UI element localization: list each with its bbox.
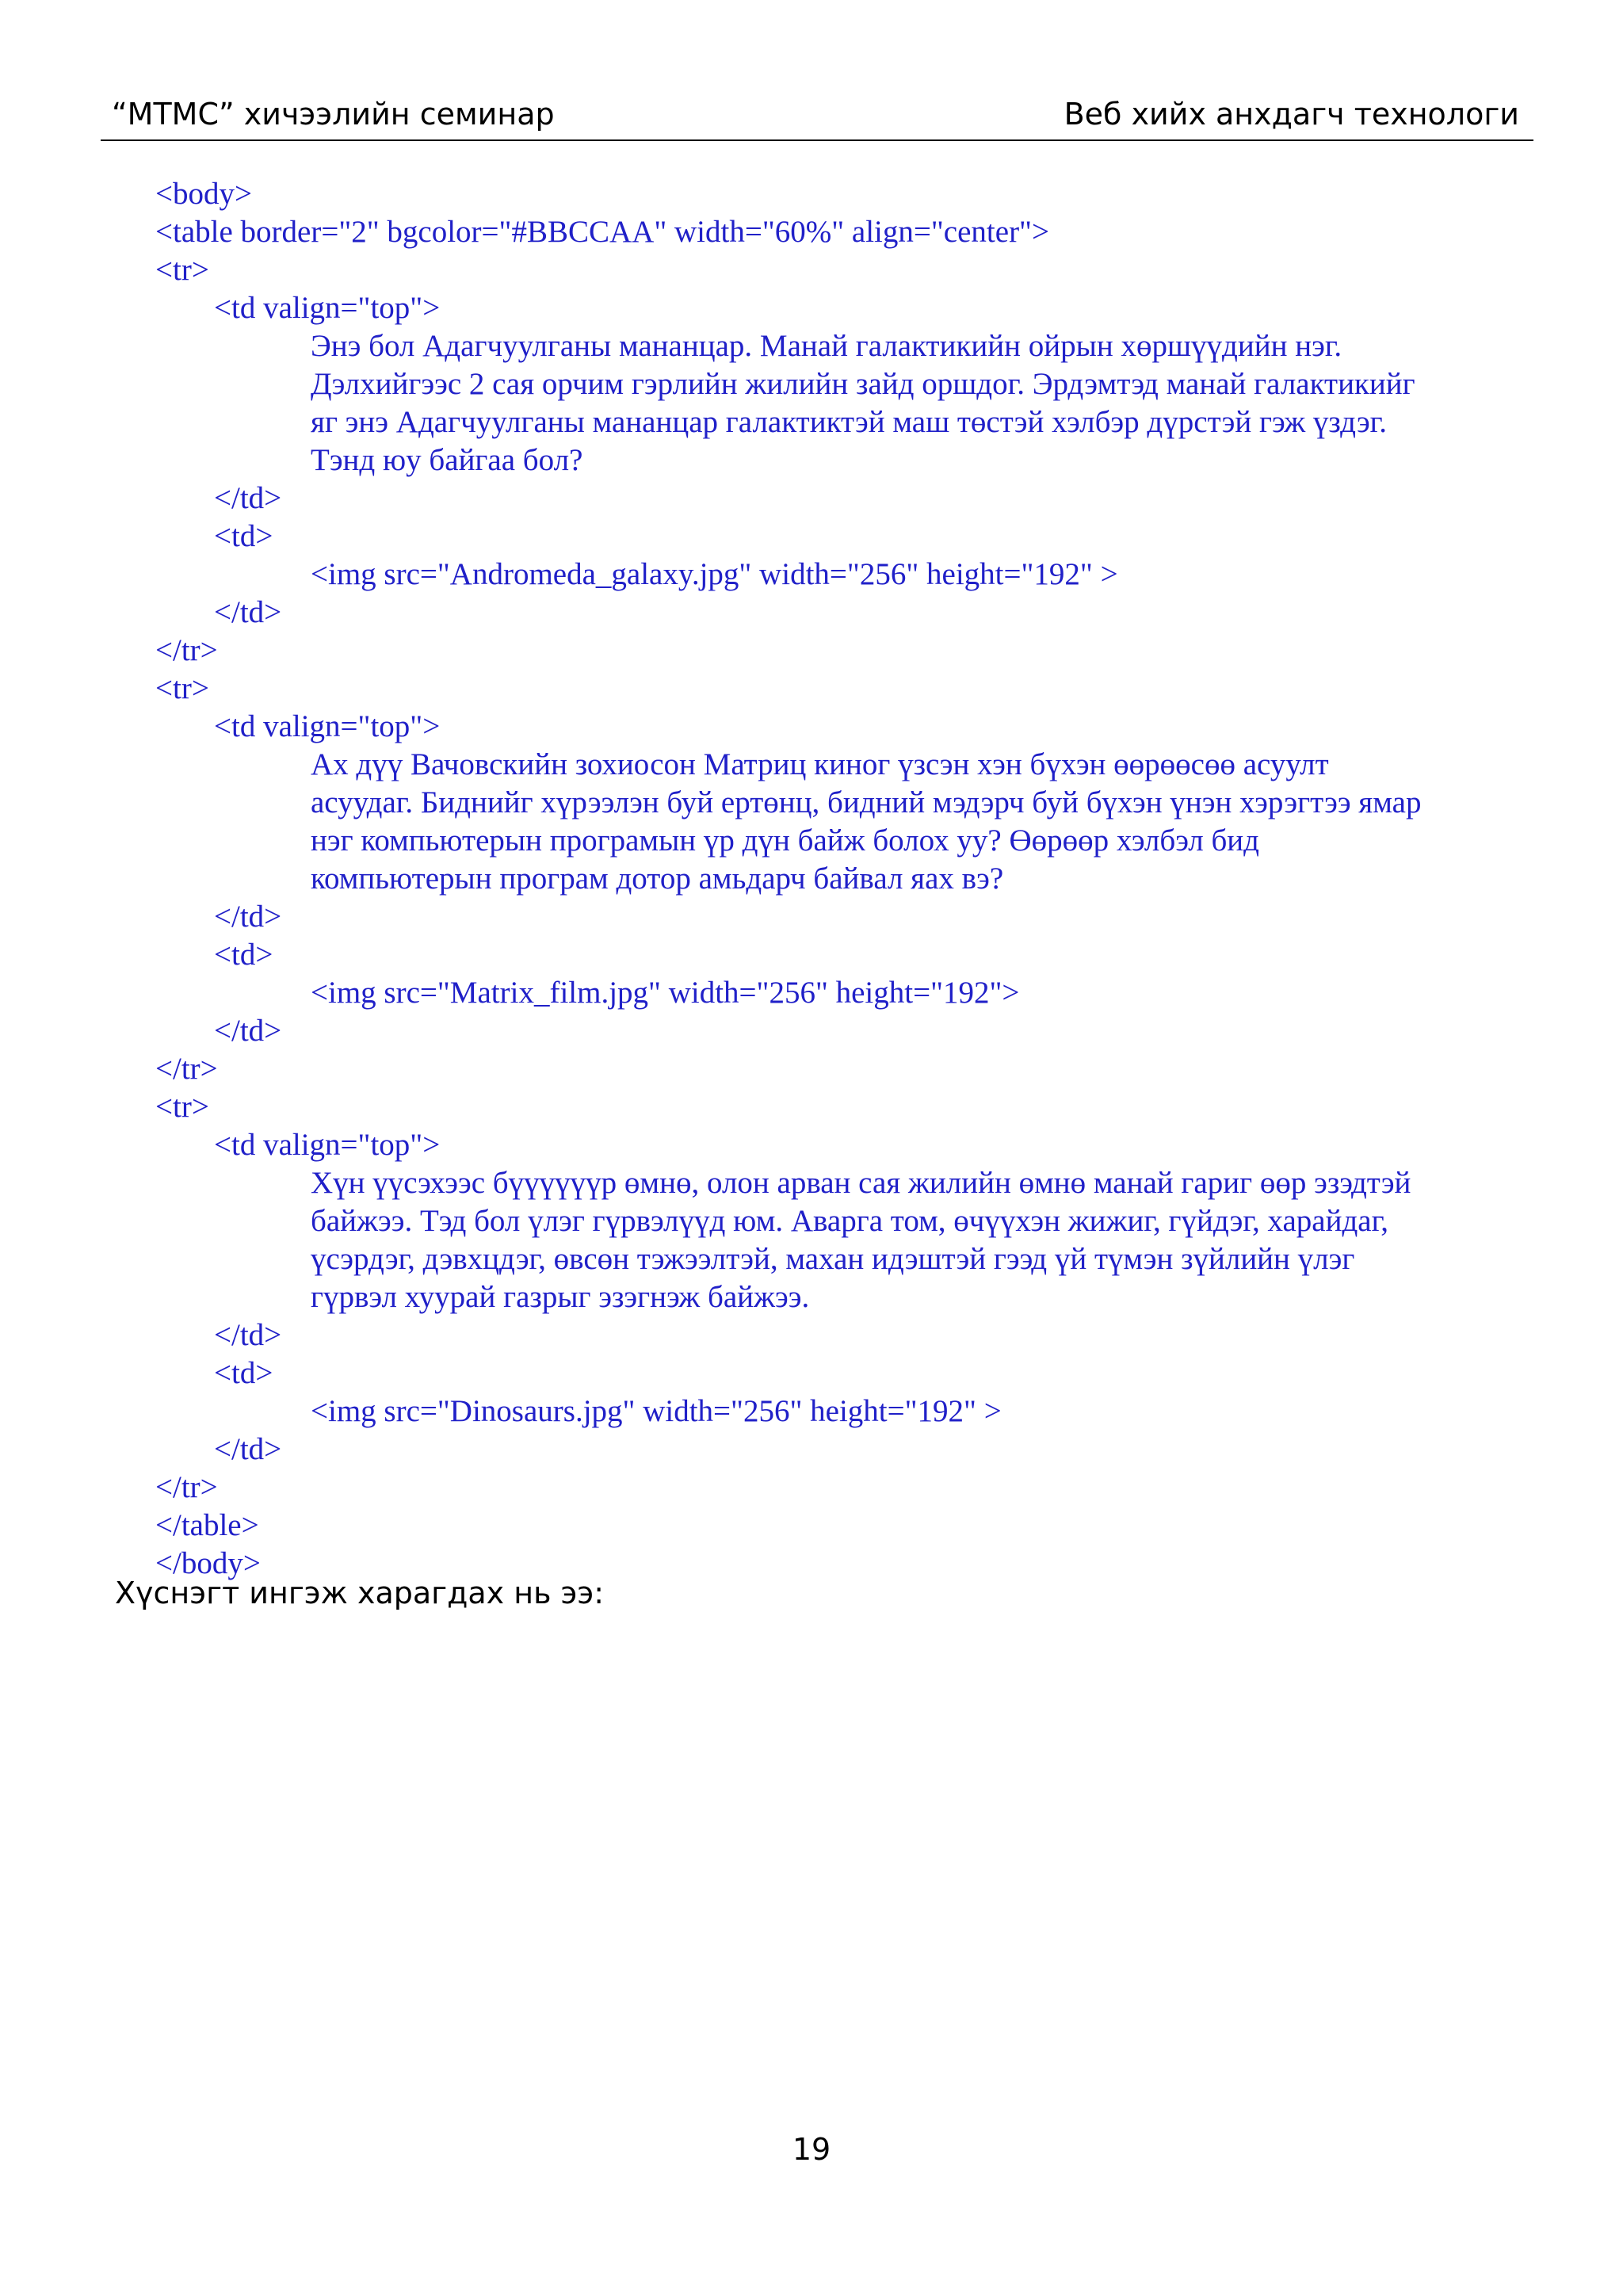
code-line: гүрвэл хуурай газрыг эзэгнэж байжээ. [311,1280,810,1314]
code-line: үсэрдэг, дэвхцдэг, өвсөн тэжээлтэй, махан идэштэй гээд үй түмэн зүйлийн үлэг [311,1242,1355,1276]
code-line: компьютерын програм дотор амьдарч байвал яах вэ? [311,861,1004,896]
code-line: <tr> [155,671,209,705]
header-chapter-title: Веб хийх анхдагч технологи [1064,97,1519,132]
code-line: </td> [214,1014,282,1048]
table-caption: Хүснэгт ингэж харагдах нь ээ: [115,1576,605,1610]
code-line: </td> [214,1432,282,1466]
header-course-title: “МТМС” хичээлийн семинар [112,97,555,132]
code-line: Хүн үүсэхээс бүүүүүүр өмнө, олон арван сая жилийн өмнө манай гариг өөр эзэдтэй [311,1166,1411,1200]
code-line: </table> [155,1508,259,1542]
code-line: <td valign="top"> [214,709,441,743]
code-line: </td> [214,481,282,515]
code-line: <img src="Matrix_film.jpg" width="256" height="192"> [311,976,1020,1010]
code-line: </td> [214,595,282,629]
code-line: <img src="Dinosaurs.jpg" width="256" height="192" > [311,1394,1002,1428]
code-line: <td valign="top"> [214,1128,441,1162]
code-line: <td> [214,1356,273,1390]
code-line: <img src="Andromeda_galaxy.jpg" width="256" height="192" > [311,557,1118,591]
code-line: асуудаг. Биднийг хүрээлэн буй ертөнц, бидний мэдэрч буй бүхэн үнэн хэрэгтээ ямар [311,785,1422,819]
code-line: </body> [155,1546,261,1580]
code-line: байжээ. Тэд бол үлэг гүрвэлүүд юм. Аварга том, өчүүхэн жижиг, гүйдэг, харайдаг, [311,1204,1388,1238]
code-line: Тэнд юу байгаа бол? [311,443,583,477]
code-line: </td> [214,900,282,934]
code-line: Дэлхийгээс 2 сая орчим гэрлийн жилийн зайд оршдог. Эрдэмтэд манай галактикийг [311,367,1415,401]
code-line: Ах дүү Вачовскийн зохиосон Матриц киног үзсэн хэн бүхэн өөрөөсөө асуулт [311,747,1329,781]
code-line: <body> [155,177,252,211]
code-line: </tr> [155,1470,218,1504]
html-code-listing [0,175,1623,1583]
code-line: <td> [214,938,273,972]
code-line: <table border="2" bgcolor="#BBCCAA" width="60%" align="center"> [155,215,1049,249]
code-line: <tr> [155,1090,209,1124]
code-line: </td> [214,1318,282,1352]
page-header [101,94,1533,141]
code-line: яг энэ Адагчуулганы мананцар галактиктэй маш төстэй хэлбэр дүрстэй гэж үздэг. [311,405,1388,439]
code-line: <tr> [155,253,209,287]
code-line: </tr> [155,1052,218,1086]
code-line: Энэ бол Адагчуулганы мананцар. Манай галактикийн ойрын хөршүүдийн нэг. [311,329,1342,363]
code-line: нэг компьютерын програмын үр дүн байж болох уу? Өөрөөр хэлбэл бид [311,823,1260,858]
code-line: <td> [214,519,273,553]
page-number: 19 [792,2132,831,2167]
code-line: <td valign="top"> [214,291,441,325]
code-line: </tr> [155,633,218,667]
